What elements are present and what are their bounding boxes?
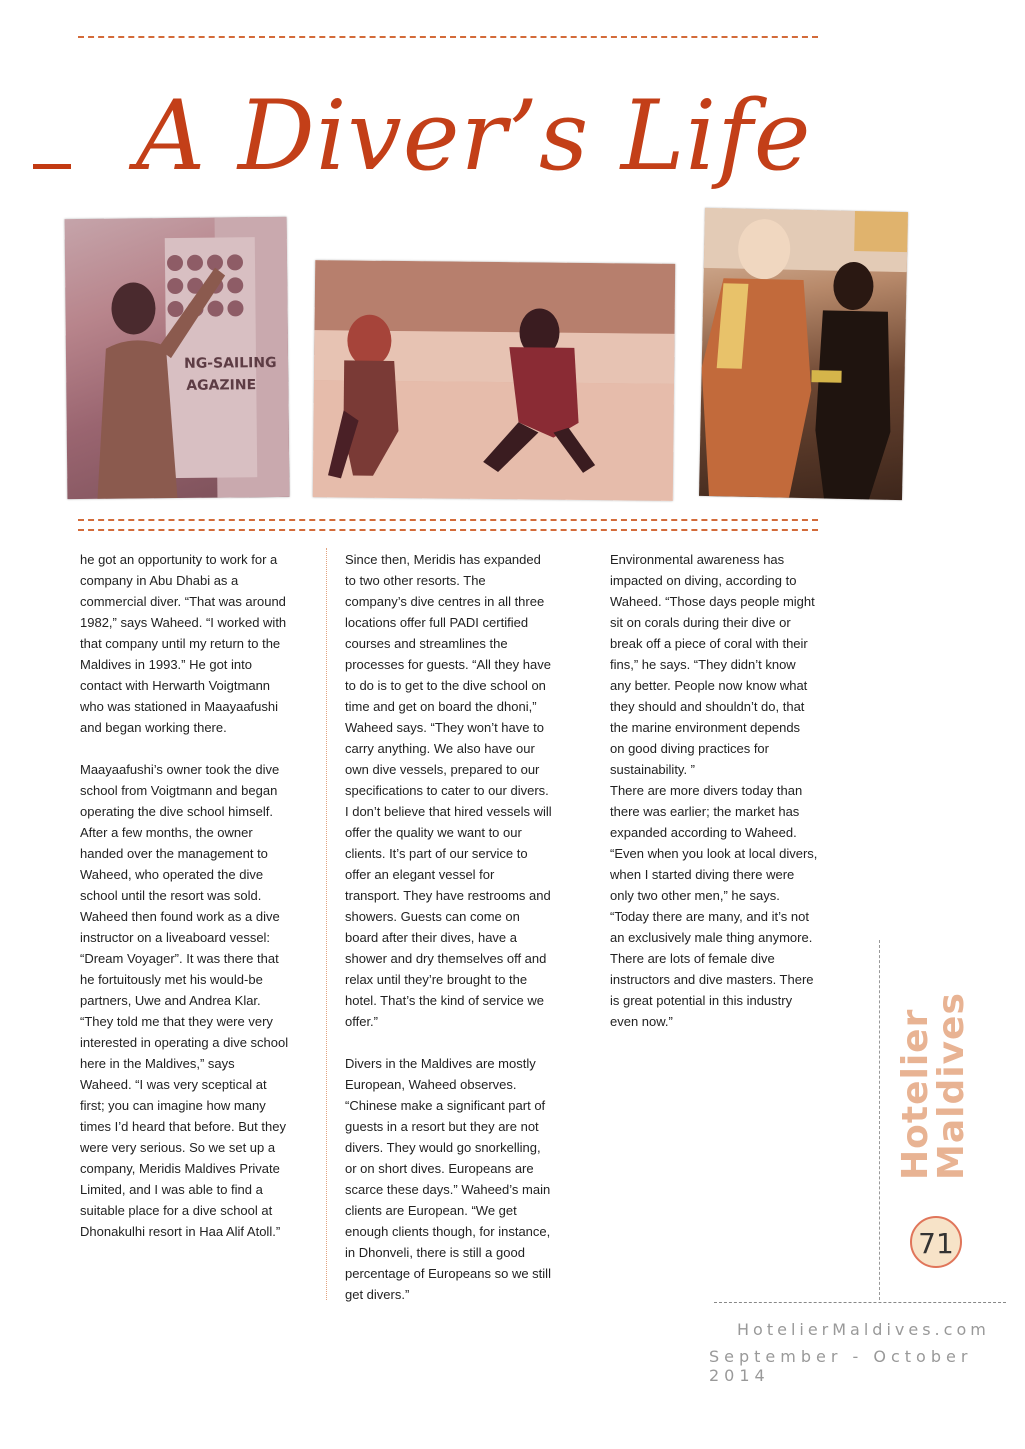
issue-date: September - October 2014 (709, 1347, 973, 1385)
footer-vertical-dotted-rule (879, 940, 880, 1300)
text-column-2 (345, 549, 581, 1326)
photo-divers-on-boat (699, 208, 908, 500)
title-dash (33, 164, 71, 169)
footer-dashed-rule (714, 1302, 1006, 1303)
column1-paragraph: Maayaafushi’s owner took the dive school from Voigtmann and began operating the dive school himself. After a few months, the owner handed over the management to Waheed, who operated the dive school until the resort was sold. Waheed then found work as a dive instructor on a liveaboard vessel: “Dream Voyager”. It was there that he fortuitously met his would-be partners, Uwe and Andrea Klar. “They told me that they were very interested in operating a dive school here in the Maldives,” says Waheed. “I was very sceptical at first; you can imagine how many times I’d heard that before. But they were very serious. So we set up a company, Meridis Maldives Private Limited, and I was able to find a suitable place for a dive school at Dhonakulhi resort in Haa Alif Atoll.” (80, 762, 289, 1239)
website: HotelierMaldives.com (737, 1320, 990, 1339)
hotelier-maldives-logo (895, 992, 1025, 1180)
text-column-3 (610, 549, 846, 1053)
column2-paragraph: Since then, Meridis has expanded to two other resorts. The company’s dive centres in all three locations offer full PADI certified courses and streamlines the processes for guests. “All they have to do is to get to the dive school on time and get on board the dhoni,” Waheed says. “They won’t have to carry anything. We also have our own dive vessels, prepared to our specifications to cater to our divers. I don’t believe that hired vessels will offer the quality we want to our clients. It’s part of our service to offer an elegant vessel for transport. They have restrooms and showers. Guests can come on board after their dives, have a shower and dry themselves off and relax until they’re brought to the hotel. That’s the kind of service we offer.” (345, 552, 552, 1029)
top-dashed-rule (78, 36, 818, 38)
article-title: A Diver’s Life (136, 80, 812, 192)
column2-paragraph: Divers in the Maldives are mostly European, Waheed observes. “Chinese make a significant part of guests in a resort but they are not divers. They would go snorkelling, or on short dives. Europeans are scarce these days.” Waheed’s main clients are European. “We get enough clients though, for instance, in Dhonveli, there is still a good percentage of Europeans so we still get divers.” (345, 1056, 551, 1302)
photo-sign-line1: NG-SAILING (183, 354, 277, 372)
logo-line1: Hotelier (895, 1008, 936, 1180)
photo-divers-on-beach (313, 260, 675, 501)
column3-paragraph: Environmental awareness has impacted on diving, according to Waheed. “Those days people might sit on corals during their dive or break off a piece of coral with their fins,” he says. “They didn’t know any better. People now know what they should and shouldn’t do, that the marine environment depends on good diving practices for sustainability. ” There are more divers today than there was earlier; the market has expanded according to Waheed. “Even when you look at local divers, when I started diving there were only two other men,” he says. “Today there are many, and it’s not an exclusively male thing anymore. There are lots of female dive instructors and dive masters. There is great potential in this industry even now.” (610, 552, 818, 1029)
photo-diver-portrait (65, 217, 290, 499)
text-column-1 (80, 549, 316, 1263)
mid-dashed-rule (78, 519, 818, 531)
photo-sign-line2: AGAZINE (186, 377, 257, 394)
column1-paragraph: he got an opportunity to work for a company in Abu Dhabi as a commercial diver. “That was around 1982,” says Waheed. “I worked with that company until my return to the Maldives in 1993.” He got into contact with Herwarth Voigtmann who was stationed in Maayaafushi and began working there. (80, 552, 287, 735)
page-number: 71 (910, 1216, 962, 1268)
logo-line2: Maldives (931, 992, 972, 1180)
column-divider (326, 548, 327, 1300)
